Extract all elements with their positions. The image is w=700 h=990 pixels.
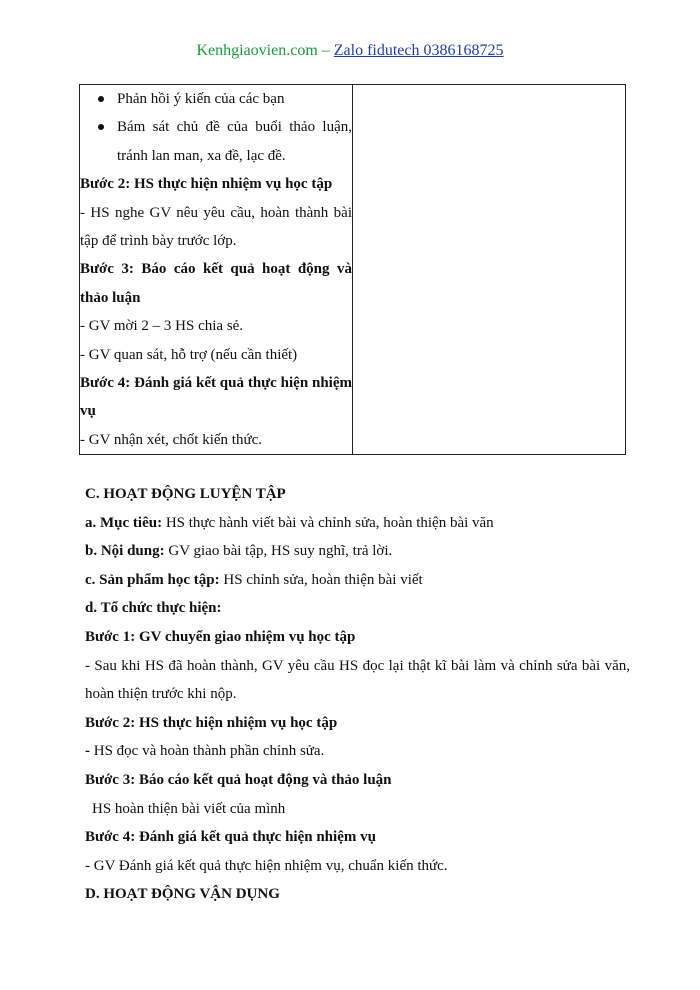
step3-line-2: - GV quan sát, hỗ trợ (nếu cần thiết) xyxy=(80,346,298,363)
bullet-icon xyxy=(98,124,104,130)
step4-text: - GV Đánh giá kết quả thực hiện nhiệm vụ, chuẩn kiến thức. xyxy=(85,857,448,874)
bullet-icon xyxy=(98,96,104,102)
step2-text: - HS nghe GV nêu yêu cầu, hoàn thành bài tập để trình bày trước lớp. xyxy=(80,204,352,250)
goal-line: a. Mục tiêu: HS thực hành viết bài và chỉnh sửa, hoàn thiện bài văn xyxy=(85,514,494,531)
step2-text: - HS đọc và hoàn thành phần chỉnh sửa. xyxy=(85,743,325,760)
step3-heading: Bước 3: Báo cáo kết quả hoạt động và thảo luận xyxy=(80,261,352,306)
practice-section xyxy=(85,480,630,909)
step1-text: - Sau khi HS đã hoàn thành, GV yêu cầu HS đọc lại thật kĩ bài làm và chỉnh sửa bài văn, hoàn thiện trước khi nộp. xyxy=(85,657,630,703)
expected-product-cell xyxy=(353,85,626,455)
step4-heading: Bước 4: Đánh giá kết quả thực hiện nhiệm vụ xyxy=(85,829,376,846)
bullet-list xyxy=(80,85,352,170)
header-site-link[interactable]: Kenhgiaovien.com xyxy=(196,42,318,59)
organization-heading: d. Tổ chức thực hiện: xyxy=(85,600,222,617)
header-separator: – xyxy=(317,42,334,59)
page-header xyxy=(0,40,700,62)
step4-text: - GV nhận xét, chốt kiến thức. xyxy=(80,431,262,448)
header-zalo-link[interactable]: Zalo fidutech 0386168725 xyxy=(333,42,504,59)
step4-heading: Bước 4: Đánh giá kết quả thực hiện nhiệm vụ xyxy=(80,375,352,420)
step3-text: HS hoàn thiện bài viết của mình xyxy=(92,800,286,817)
section-c-heading: C. HOẠT ĐỘNG LUYỆN TẬP xyxy=(85,486,286,502)
list-item: Bám sát chủ đề của buổi thảo luận, tránh lan man, xa đề, lạc đề. xyxy=(80,113,352,170)
content-line: b. Nội dung: GV giao bài tập, HS suy nghĩ, trả lời. xyxy=(85,543,393,560)
step3-line-1: - GV mời 2 – 3 HS chia sẻ. xyxy=(80,318,244,335)
section-d-heading: D. HOẠT ĐỘNG VẬN DỤNG xyxy=(85,886,280,903)
list-item: Phản hồi ý kiến của các bạn xyxy=(80,85,352,113)
product-line: c. Sản phẩm học tập: HS chỉnh sửa, hoàn thiện bài viết xyxy=(85,571,423,588)
step3-heading: Bước 3: Báo cáo kết quả hoạt động và thảo luận xyxy=(85,771,392,788)
step1-heading: Bước 1: GV chuyển giao nhiệm vụ học tập xyxy=(85,628,356,645)
lesson-table xyxy=(79,84,626,455)
table-row xyxy=(80,85,626,455)
step2-heading: Bước 2: HS thực hiện nhiệm vụ học tập xyxy=(80,176,333,193)
teacher-student-activity-cell xyxy=(80,85,353,455)
step2-heading: Bước 2: HS thực hiện nhiệm vụ học tập xyxy=(85,714,338,731)
